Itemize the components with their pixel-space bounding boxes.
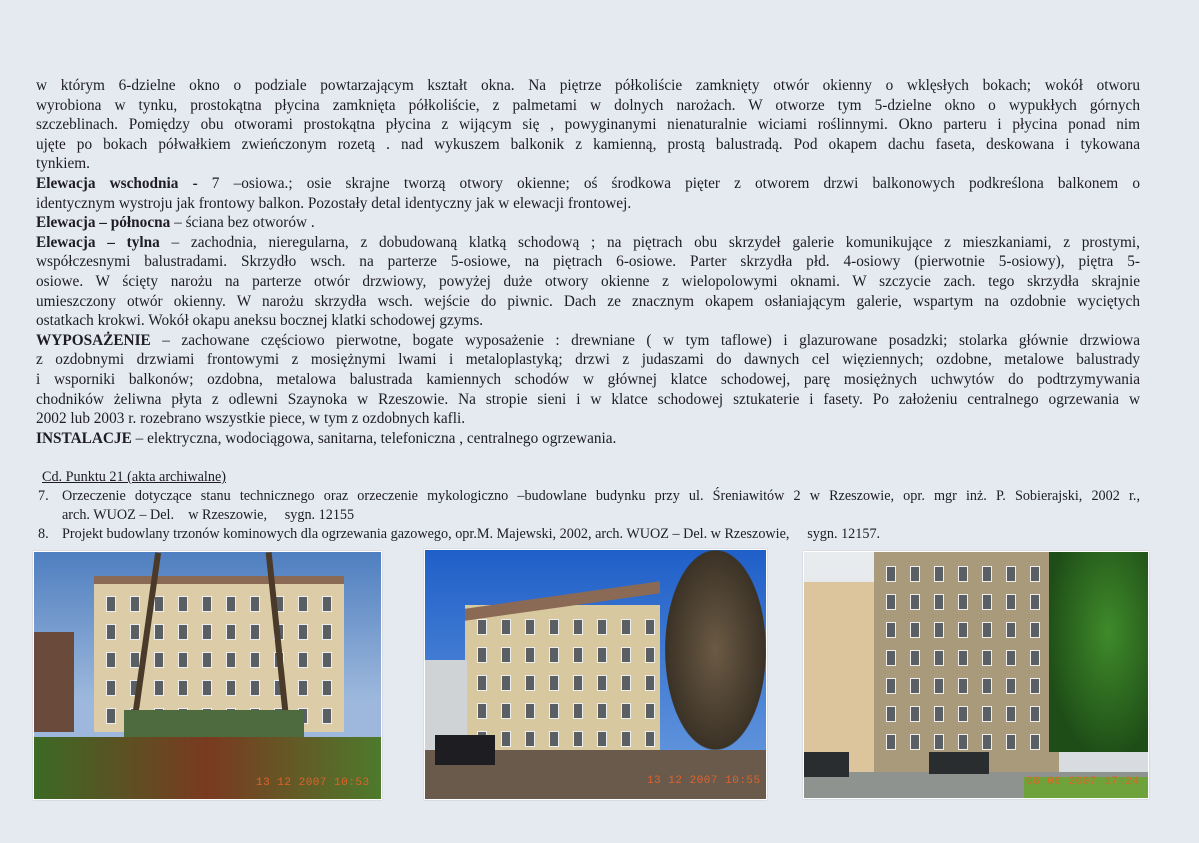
window (958, 566, 968, 582)
window (958, 678, 968, 694)
line-text: tynkiem. (36, 155, 90, 173)
window (226, 596, 236, 612)
car (804, 752, 849, 777)
line-text: współczesnymi balustradami. Skrzydło wsch. na parterze 5-osiowe, na piętrach 6-osiowe. Parter skrzydła płd. 4-osiowy (pierwotnie 5-osiowy), piętra 5- (36, 253, 1140, 271)
window (549, 731, 559, 747)
window (226, 680, 236, 696)
archive-section (38, 468, 1140, 544)
window (982, 566, 992, 582)
window (934, 566, 944, 582)
window (250, 596, 260, 612)
window (886, 650, 896, 666)
window (250, 680, 260, 696)
window (597, 703, 607, 719)
window (982, 678, 992, 694)
window (322, 708, 332, 724)
archive-heading: Cd. Punktu 21 (akta archiwalne) (42, 469, 226, 485)
window (597, 647, 607, 663)
line-text: i wsporniki balkonów; ozdobna, metalowa balustrada kamiennych schodów w głównej klatce schodowej, parę mosiężnych uchwytów do podtrzymywania (36, 370, 1140, 388)
line-text: ostatkach krokwi. Wokół okapu aneksu bocznej klatki schodowej gzyms. (36, 312, 484, 330)
line-text: w którym 6-dzielne okno o podziale powtarzającym kształt okna. Na piętrze półkoliście zamknięty otwór okienny o wklęsłych bokach; wokół otworu (36, 77, 1140, 94)
window (106, 652, 116, 668)
garden (34, 737, 381, 799)
window (886, 706, 896, 722)
building-side (804, 582, 874, 772)
window (130, 596, 140, 612)
window (477, 703, 487, 719)
window (106, 624, 116, 640)
window (910, 678, 920, 694)
text-line (36, 331, 1140, 351)
window (573, 703, 583, 719)
text-line (36, 194, 1140, 214)
item-number: 8. (38, 526, 49, 542)
window (525, 647, 535, 663)
window (250, 652, 260, 668)
window (130, 624, 140, 640)
window (202, 680, 212, 696)
window (549, 619, 559, 635)
window (910, 734, 920, 750)
window (154, 680, 164, 696)
window (886, 566, 896, 582)
window (226, 652, 236, 668)
window (982, 706, 992, 722)
window (934, 678, 944, 694)
window (934, 622, 944, 638)
section-heading: Elewacja wschodnia - (36, 174, 212, 192)
window (322, 624, 332, 640)
item-number: 7. (38, 488, 49, 504)
window (1006, 650, 1016, 666)
window (1030, 678, 1040, 694)
photo-building-corner (803, 551, 1149, 799)
window (645, 619, 655, 635)
fence (124, 710, 304, 740)
car (435, 735, 495, 765)
window (202, 624, 212, 640)
tree (665, 550, 766, 750)
window (573, 731, 583, 747)
window (621, 619, 631, 635)
line-text: – ściana bez otworów . (170, 214, 315, 232)
text-line (36, 272, 1140, 292)
window (1030, 706, 1040, 722)
tree (1049, 552, 1148, 752)
text-line (36, 350, 1140, 370)
window (1006, 678, 1016, 694)
window (910, 650, 920, 666)
line-text: umieszczony otwór okienny. W narożu skrzydła wsch. wejście do piwnic. Dach ze znacznym okapem osłaniającym galerie, wspartym na ozdobnie wyciętych (36, 292, 1140, 310)
window (934, 706, 944, 722)
window (958, 594, 968, 610)
text-line (36, 292, 1140, 312)
photo-timestamp: 13 12 2007 10:53 (256, 777, 370, 789)
window (621, 703, 631, 719)
window (934, 650, 944, 666)
window (501, 731, 511, 747)
text-line (36, 311, 1140, 331)
section-heading: WYPOSAŻENIE (36, 331, 151, 349)
car (929, 752, 989, 774)
window (549, 647, 559, 663)
window (154, 624, 164, 640)
text-line (36, 76, 1140, 96)
window (886, 678, 896, 694)
line-text: szczeblinach. Pomiędzy obu otworami prostokątna płycina z wijącym się , powyginanymi nienaturalnie wiciami roślinnymi. Okno parteru i płycina ponad nim (36, 116, 1140, 134)
text-line (36, 409, 1140, 429)
window (982, 622, 992, 638)
window (322, 680, 332, 696)
window (106, 596, 116, 612)
window (501, 619, 511, 635)
window (934, 734, 944, 750)
window (910, 594, 920, 610)
window (1030, 734, 1040, 750)
text-line (36, 96, 1140, 116)
window (1030, 650, 1040, 666)
section-heading: Elewacja – tylna (36, 233, 160, 251)
window (178, 652, 188, 668)
window (645, 647, 655, 663)
window (1006, 734, 1016, 750)
window (549, 675, 559, 691)
line-text: 2002 lub 2003 r. rozebrano wszystkie piece, w tym z ozdobnych kafli. (36, 410, 466, 428)
window (501, 675, 511, 691)
text-line (36, 213, 1140, 233)
window (597, 731, 607, 747)
building-facade (465, 605, 660, 755)
line-text: – zachodnia, nieregularna, z dobudowaną klatką schodową ; na piętrach obu skrzydeł galerie komunikujące z mieszkaniami, z prostymi, (159, 233, 1140, 251)
window (298, 596, 308, 612)
section-heading: INSTALACJE (36, 429, 132, 447)
window (106, 680, 116, 696)
line-text: chodników żeliwna płyta z odlewni Szaynoka w Rzeszowie. Na stropie sieni i w klatce schodowej sztukaterie i fasety. Po założeniu centralnego ogrzewania w (36, 390, 1140, 408)
item-text-continued: arch. WUOZ – Del. w Rzeszowie, sygn. 12155 (62, 507, 355, 523)
window (886, 734, 896, 750)
archive-item (38, 525, 1140, 544)
window (886, 622, 896, 638)
document-body (36, 76, 1140, 448)
window (202, 652, 212, 668)
window (298, 680, 308, 696)
window (982, 650, 992, 666)
window (934, 594, 944, 610)
window (477, 675, 487, 691)
window (621, 675, 631, 691)
window (886, 594, 896, 610)
window (1006, 594, 1016, 610)
window (154, 596, 164, 612)
window (621, 731, 631, 747)
window (982, 734, 992, 750)
window (1006, 566, 1016, 582)
window (958, 650, 968, 666)
window (1006, 622, 1016, 638)
window (645, 731, 655, 747)
text-line (36, 252, 1140, 272)
building-facade (874, 552, 1059, 772)
archive-item (38, 487, 1140, 525)
line-text: osiowe. W ścięty narożu na parterze otwór drzwiowy, powyżej duże otwory okienne z wielopolowymi oknami. W szczycie zach. tego skrzydła skrajnie (36, 272, 1140, 290)
window (573, 619, 583, 635)
window (958, 622, 968, 638)
text-line (36, 370, 1140, 390)
text-line (36, 115, 1140, 135)
window (910, 706, 920, 722)
text-line (36, 233, 1140, 253)
window (250, 624, 260, 640)
window (645, 703, 655, 719)
window (982, 594, 992, 610)
photo-building-garden (33, 551, 382, 800)
window (1030, 622, 1040, 638)
photo-timestamp: 13 12 2007 10:55 (647, 775, 761, 787)
window (501, 703, 511, 719)
photo-timestamp: 08 06 2007 17:24 (1026, 776, 1140, 788)
window (501, 647, 511, 663)
line-text: – elektryczna, wodociągowa, sanitarna, telefoniczna , centralnego ogrzewania. (131, 429, 617, 447)
window (226, 624, 236, 640)
window (477, 647, 487, 663)
window (322, 596, 332, 612)
text-line (36, 390, 1140, 410)
window (178, 596, 188, 612)
window (178, 624, 188, 640)
section-heading: Elewacja – północna (36, 214, 171, 232)
window (298, 624, 308, 640)
window (573, 675, 583, 691)
text-line (36, 429, 1140, 449)
window (573, 647, 583, 663)
window (154, 652, 164, 668)
window (178, 680, 188, 696)
window (525, 703, 535, 719)
window (910, 622, 920, 638)
window (525, 731, 535, 747)
window (1006, 706, 1016, 722)
window (958, 706, 968, 722)
window (106, 708, 116, 724)
text-line (36, 174, 1140, 194)
window (322, 652, 332, 668)
window (525, 619, 535, 635)
line-text: 7 –osiowa.; osie skrajne tworzą otwory okienne; oś środkowa pięter z otworem drzwi balkonowych podkreślona balkonem o (211, 174, 1140, 192)
line-text: – zachowane częściowo pierwotne, bogate wyposażenie : drewniane ( w tym taflowe) i glazurowane posadzki; stolarka głównie drzwiowa (150, 331, 1140, 349)
window (645, 675, 655, 691)
text-line (36, 154, 1140, 174)
item-text: Orzeczenie dotyczące stanu technicznego oraz orzeczenie mykologiczno –budowlane budynku przy ul. Śreniawitów 2 w Rzeszowie, opr. mgr inż. P. Sobierajski, 2002 r., (62, 488, 1140, 504)
text-line (36, 135, 1140, 155)
window (549, 703, 559, 719)
window (1030, 566, 1040, 582)
line-text: wyrobiona w tynku, prostokątna płycina zamknięta półkoliście, z palmetami w dolnych narożach. W otworze tym 5-dzielne okno o wypukłych górnych (36, 96, 1140, 114)
window (597, 619, 607, 635)
window (1030, 594, 1040, 610)
window (958, 734, 968, 750)
window (597, 675, 607, 691)
item-text: Projekt budowlany trzonów kominowych dla ogrzewania gazowego, opr.M. Majewski, 2002, arch. WUOZ – Del. w Rzeszowie, sygn. 12157. (62, 526, 881, 542)
window (525, 675, 535, 691)
photo-building-street (424, 549, 767, 800)
line-text: ujęte po bokach półwałkiem zwieńczonym rozetą . nad wykuszem balkonik z kamienną, prostą balustradą. Pod okapem dachu faseta, deskowana i tykowana (36, 135, 1140, 153)
line-text: z ozdobnymi drzwiami frontowymi z mosiężnymi lwami i metaloplastyką; drzwi z judaszami do dawnych cel więziennych; ozdobne, metalowe balustrady (36, 351, 1140, 369)
window (202, 596, 212, 612)
line-text: identycznym wystroju jak frontowy balkon. Pozostały detal identyczny jak w elewacji frontowej. (36, 194, 632, 212)
window (621, 647, 631, 663)
window (910, 566, 920, 582)
window (477, 619, 487, 635)
window (298, 652, 308, 668)
